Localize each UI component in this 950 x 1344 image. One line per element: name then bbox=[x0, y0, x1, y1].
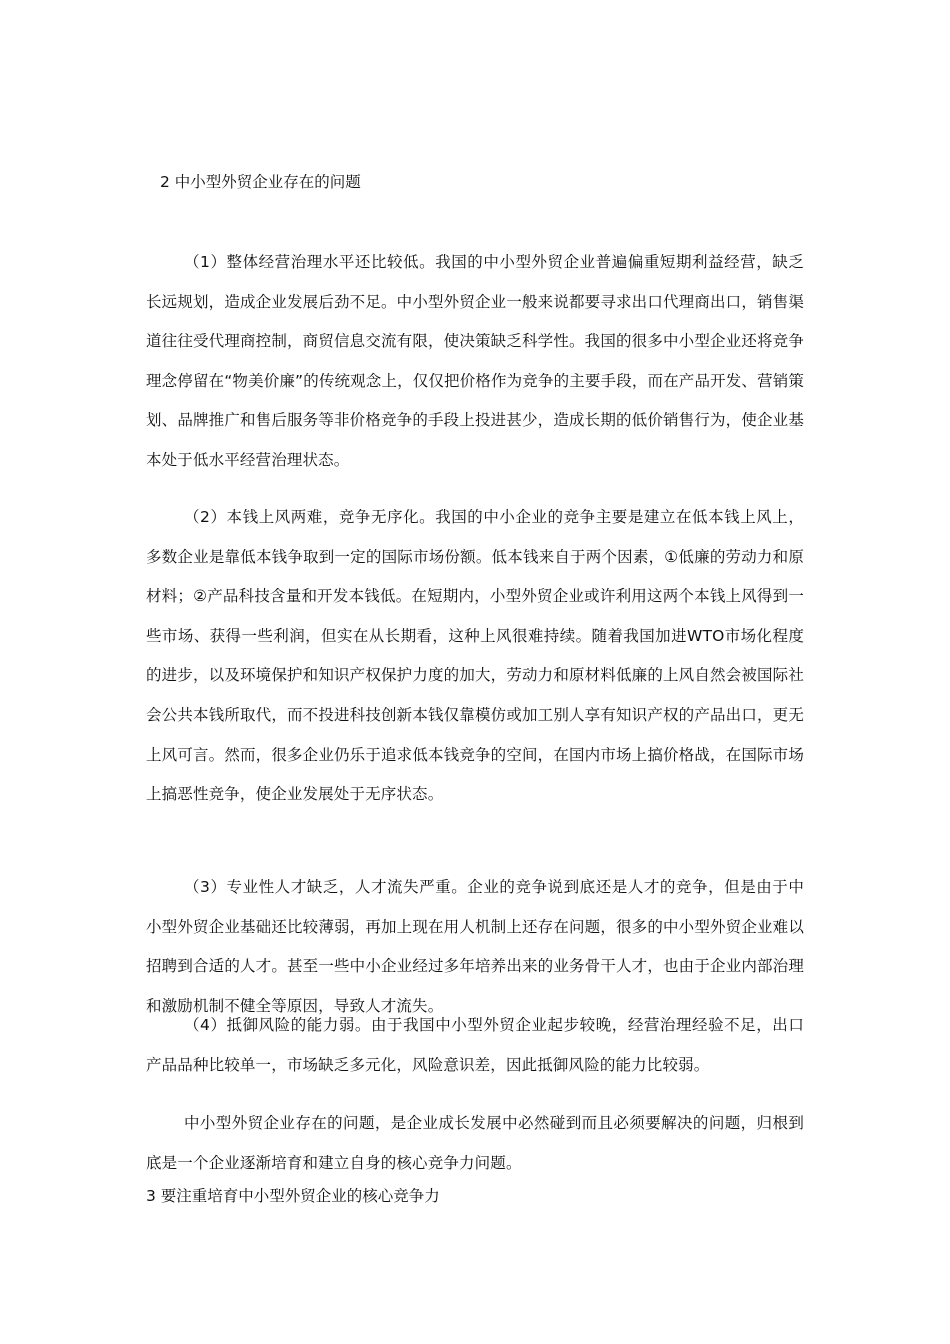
paragraph-4: （4）抵御风险的能力弱。由于我国中小型外贸企业起步较晚，经营治理经验不足，出口产品品种比较单一，市场缺乏多元化，风险意识差，因此抵御风险的能力比较弱。 bbox=[146, 1016, 804, 1074]
paragraph-1: （1）整体经营治理水平还比较低。我国的中小型外贸企业普遍偏重短期利益经营，缺乏长远规划，造成企业发展后劲不足。中小型外贸企业一般来说都要寻求出口代理商出口，销售渠道往往受代理商控制，商贸信息交流有限，使决策缺乏科学性。我国的很多中小型企业还将竞争理念停留在“物美价廉”的传统观念上，仅仅把价格作为竞争的主要手段，而在产品开发、营销策划、品牌推广和售后服务等非价格竞争的手段上投进甚少，造成长期的低价销售行为，使企业基本处于低水平经营治理状态。 bbox=[146, 253, 805, 469]
paragraph-5: 中小型外贸企业存在的问题，是企业成长发展中必然碰到而且必须要解决的问题，归根到底是一个企业逐渐培育和建立自身的核心竞争力问题。 bbox=[146, 1114, 804, 1172]
section-heading-3: 3 要注重培育中小型外贸企业的核心竞争力 bbox=[146, 1187, 440, 1205]
paragraph-3: （3）专业性人才缺乏，人才流失严重。企业的竞争说到底还是人才的竞争，但是由于中小型外贸企业基础还比较薄弱，再加上现在用人机制上还存在问题，很多的中小型外贸企业难以招聘到合适的人才。甚至一些中小企业经过多年培养出来的业务骨干人才，也由于企业内部治理和激励机制不健全等原因，导致人才流失。 bbox=[146, 878, 804, 1015]
section-heading-2: 2 中小型外贸企业存在的问题 bbox=[160, 173, 361, 191]
paragraph-2: （2）本钱上风两难，竞争无序化。我国的中小企业的竞争主要是建立在低本钱上风上，多数企业是靠低本钱争取到一定的国际市场份额。低本钱来自于两个因素，①低廉的劳动力和原材料；②产品科技含量和开发本钱低。在短期内，小型外贸企业或许利用这两个本钱上风得到一些市场、获得一些利润，但实在从长期看，这种上风很难持续。随着我国加进WTO市场化程度的进步，以及环境保护和知识产权保护力度的加大，劳动力和原材料低廉的上风自然会被国际社会公共本钱所取代，而不投进科技创新本钱仅靠模仿或加工别人享有知识产权的产品出口，更无上风可言。然而，很多企业仍乐于追求低本钱竞争的空间，在国内市场上搞价格战，在国际市场上搞恶性竞争，使企业发展处于无序状态。 bbox=[146, 508, 804, 804]
